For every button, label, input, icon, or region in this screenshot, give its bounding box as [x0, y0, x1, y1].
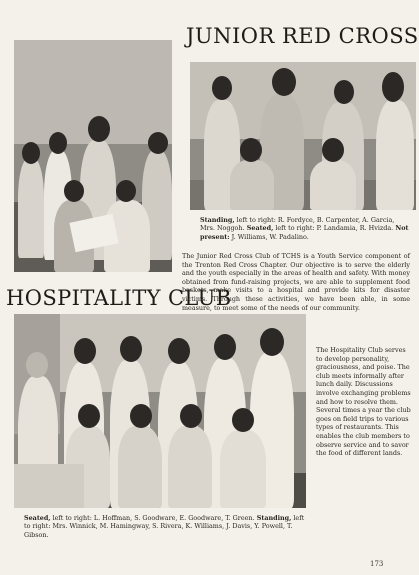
- caption-seated-names: left to right: P. Landamia, R. Hvizda.: [273, 224, 394, 233]
- caption-standing-names: left to right: Mrs. Winnick, M. Hamingway, S. Rivera, K. Williams, J. Davis, Y. Powell, T. Gibson.: [24, 514, 305, 539]
- caption-seated-label: Seated,: [244, 224, 274, 233]
- junior-red-cross-title: JUNIOR RED CROSS: [186, 24, 419, 48]
- caption-standing-label: Standing,: [254, 514, 292, 522]
- hospitality-club-title: HOSPITALITY CLUB: [6, 286, 232, 310]
- hospitality-club-caption: [24, 514, 306, 539]
- hospitality-club-photo: [14, 314, 306, 508]
- hospitality-club-body: The Hospitality Club serves to develop personality, graciousness, and poise. The club meets informally after lunch daily. Discussions involve exchanging problems and how to resolve them. Several times a year the club goes on field trips to various types of restaurants. This enables the club members to observe service and to savor the food of different lands.: [316, 346, 411, 458]
- caption-not-present-label: Not present:: [200, 224, 409, 241]
- junior-red-cross-caption: [200, 216, 410, 241]
- caption-not-present-names: J. Williams, W. Padalino.: [229, 232, 309, 241]
- page-number: 173: [370, 560, 384, 568]
- junior-red-cross-body: The Junior Red Cross Club of TCHS is a Youth Service component of the Trenton Red Cross Chapter. Our objective is to serve the elderly and the youth especially in the areas of health and safety. With money obtained from fund-raising projects, we are able to supplement food baskets, make visits to a hospital and provide kits for disaster victims. Through these activities, we have been able, in some measure, to meet some of the needs of our community.: [182, 252, 410, 312]
- junior-red-cross-photo-left: [14, 40, 172, 272]
- caption-standing-label: Standing,: [200, 216, 235, 224]
- caption-standing-names: left to right: R. Fordyce, B. Carpenter, A. Garcia, Mrs. Noggoh.: [200, 216, 395, 233]
- caption-seated-label: Seated,: [24, 514, 51, 522]
- junior-red-cross-photo-right: [190, 62, 416, 210]
- caption-seated-names: left to right: L. Hoffman, S. Goodware, E. Goodware, T. Green.: [50, 514, 255, 522]
